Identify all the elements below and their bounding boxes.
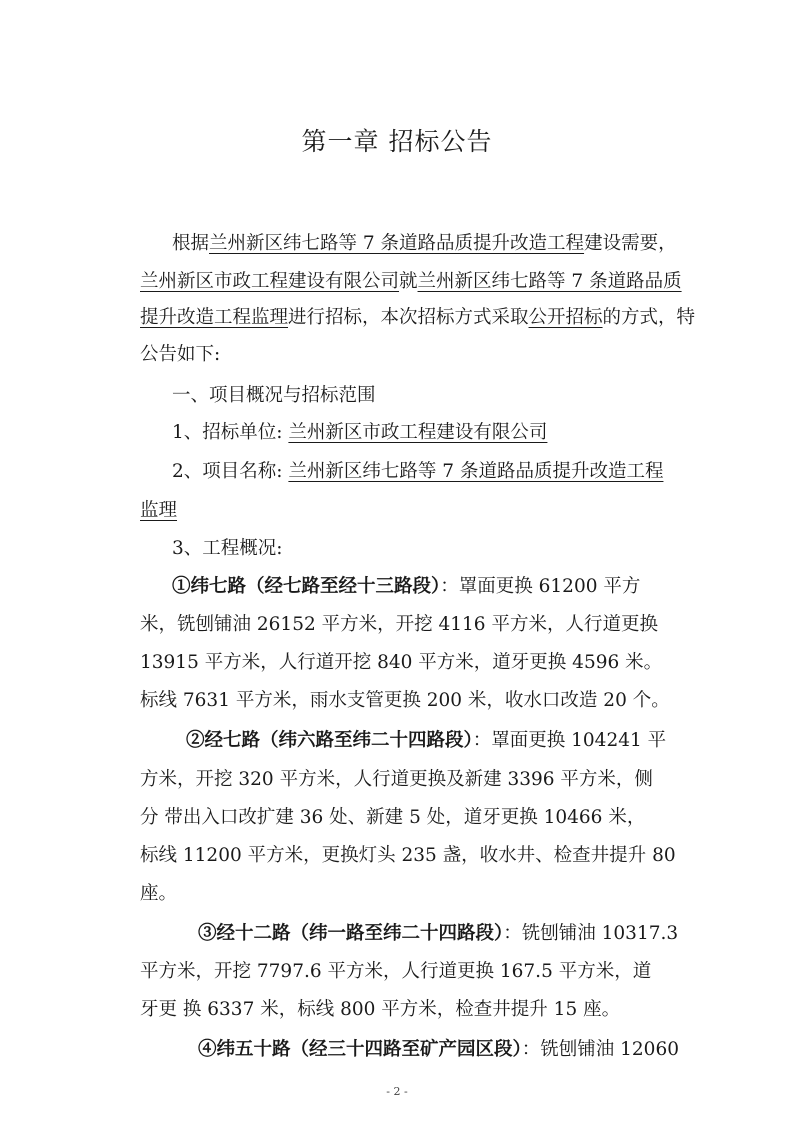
road-2-line-5: 座。: [140, 883, 178, 904]
tender-method: 公开招标: [528, 307, 603, 328]
item-overview-label: 3、工程概况:: [172, 538, 283, 559]
road-2-line-1: ②经七路（纬六路至纬二十四路段）：罩面更换 104241 平: [186, 730, 667, 751]
road-3-name: ③经十二路（纬一路至纬二十四路段）: [198, 923, 504, 944]
road-3-line-1: ③经十二路（纬一路至纬二十四路段）：铣刨铺油 10317.3: [198, 923, 679, 944]
road-4-name: ④纬五十路（经三十四路至矿产园区段）: [198, 1039, 522, 1060]
road-2-name: ②经七路（纬六路至纬二十四路段）: [186, 730, 473, 751]
road-3-line-2: 平方米，开挖 7797.6 平方米，人行道更换 167.5 平方米，道: [140, 961, 652, 982]
tenderer-value: 兰州新区市政工程建设有限公司: [288, 422, 548, 443]
road-2-line-3: 分 带出入口改扩建 36 处、新建 5 处，道牙更换 10466 米，: [140, 807, 646, 828]
road-1-line-1: ①纬七路（经七路至经十三路段）：罩面更换 61200 平方: [172, 576, 641, 597]
section-heading: 一、项目概况与招标范围: [172, 385, 376, 406]
project-name-continued: 监理: [140, 500, 178, 521]
road-2-line-4: 标线 11200 平方米，更换灯头 235 盏，收水井、检查井提升 80: [140, 845, 676, 866]
road-1-line-2: 米，铣刨铺油 26152 平方米，开挖 4116 平方米，人行道更换: [140, 614, 658, 635]
project-name-value: 兰州新区纬七路等 7 条道路品质提升改造工程: [288, 461, 664, 482]
item-project-name: 2、项目名称: 兰州新区纬七路等 7 条道路品质提升改造工程: [172, 461, 664, 482]
tenderer-name: 兰州新区市政工程建设有限公司: [140, 271, 400, 292]
road-4-line-1: ④纬五十路（经三十四路至矿产园区段）：铣刨铺油 12060: [198, 1039, 679, 1060]
road-3-line-3: 牙更 换 6337 米，标线 800 平方米，检查井提升 15 座。: [140, 999, 621, 1020]
road-1-line-3: 13915 平方米，人行道开挖 840 平方米，道牙更换 4596 米。: [140, 652, 663, 673]
road-1-name: ①纬七路（经七路至经十三路段）: [172, 576, 441, 597]
page-number: - 2 -: [386, 1085, 408, 1098]
project-name-link-text: 兰州新区纬七路等 7 条道路品质提升改造工程: [209, 233, 585, 254]
intro-line-3: 提升改造工程监理进行招标，本次招标方式采取公开招标的方式，特: [140, 307, 696, 328]
road-1-line-4: 标线 7631 平方米，雨水支管更换 200 米，收水口改造 20 个。: [140, 690, 670, 711]
intro-line-1: 根据兰州新区纬七路等 7 条道路品质提升改造工程建设需要，: [172, 233, 677, 254]
item-tenderer: 1、招标单位: 兰州新区市政工程建设有限公司: [172, 421, 762, 445]
road-2-line-2: 方米，开挖 320 平方米，人行道更换及新建 3396 平方米，侧: [140, 769, 653, 790]
page-title: 第一章 招标公告: [301, 127, 493, 156]
intro-line-2: 兰州新区市政工程建设有限公司就兰州新区纬七路等 7 条道路品质: [140, 271, 682, 292]
intro-line-4: 公告如下:: [140, 344, 221, 365]
